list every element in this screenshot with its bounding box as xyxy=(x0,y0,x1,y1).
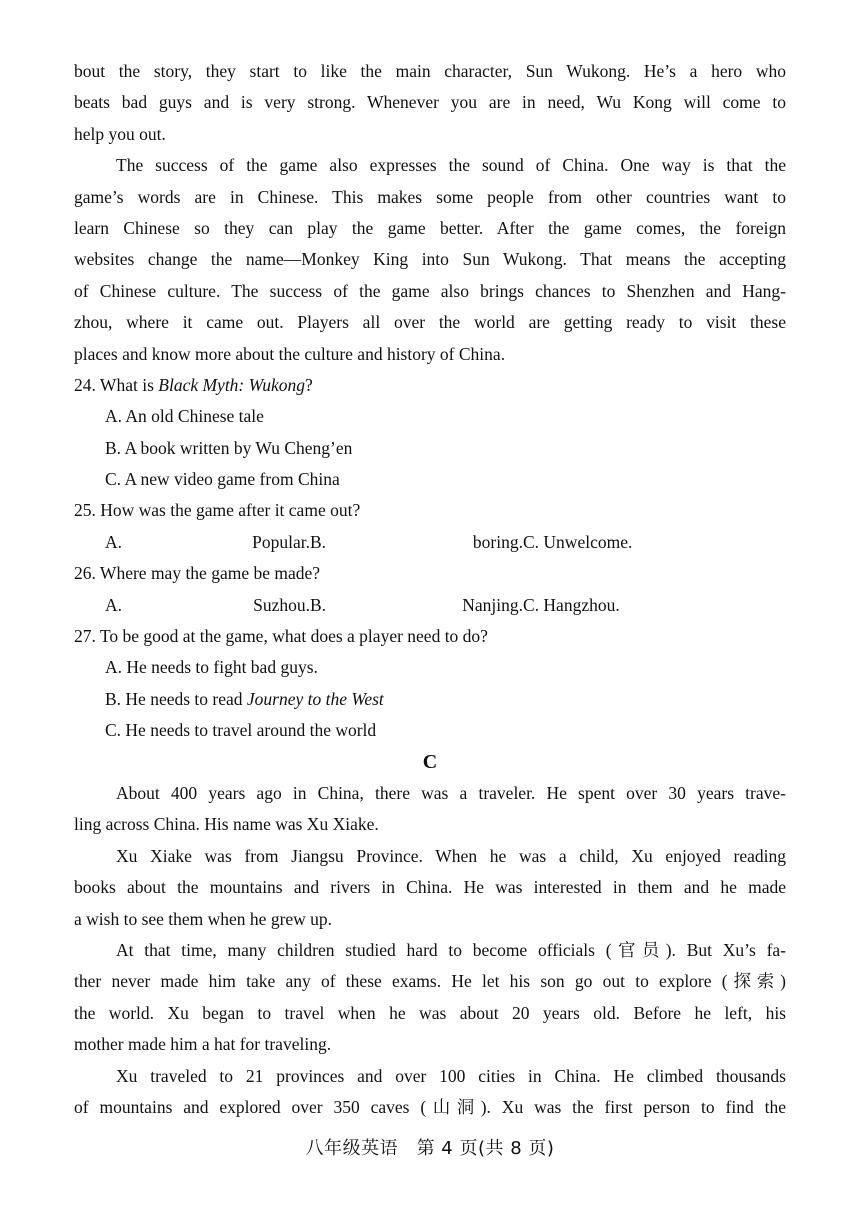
question-26: 26. Where may the game be made? xyxy=(74,563,321,584)
question-mark: ? xyxy=(305,374,313,395)
passage-line: of mountains and explored over 350 caves (山洞). Xu was the first person to find the xyxy=(74,1096,786,1117)
passage-line: The success of the game also expresses the sound of China. One way is that the xyxy=(116,155,786,176)
passage-line: mother made him a hat for traveling. xyxy=(74,1034,332,1055)
passage-line: a wish to see them when he grew up. xyxy=(74,908,333,929)
passage-line: websites change the name—Monkey King into Sun Wukong. That means the accepting xyxy=(74,249,786,270)
section-heading: C xyxy=(422,750,438,773)
passage-line: About 400 years ago in China, there was a traveler. He spent over 30 years trave- xyxy=(116,782,786,803)
passage-line: places and know more about the culture and history of China. xyxy=(74,343,506,364)
option-c: C. Hangzhou. xyxy=(523,594,620,615)
question-stem: 24. What is xyxy=(74,374,159,395)
passage-line: Xu Xiake was from Jiangsu Province. When he was a child, Xu enjoyed reading xyxy=(116,845,786,866)
option-c: C. A new video game from China xyxy=(105,469,340,490)
options-row xyxy=(74,590,786,621)
question-25: 25. How was the game after it came out? xyxy=(74,500,361,521)
option-c: C. Unwelcome. xyxy=(523,531,633,552)
option-a: A. He needs to fight bad guys. xyxy=(105,657,318,678)
passage-line: bout the story, they start to like the main character, Sun Wukong. He’s a hero who xyxy=(74,61,786,81)
book-title-italic: Journey to the West xyxy=(246,688,384,709)
passage-line: beats bad guys and is very strong. Whenever you are in need, Wu Kong will come to xyxy=(74,92,786,113)
passage-line: zhou, where it came out. Players all over the world are getting ready to visit these xyxy=(74,312,786,333)
passage-line: ling across China. His name was Xu Xiake. xyxy=(74,814,379,835)
question-title-italic: Black Myth: Wukong xyxy=(158,374,306,395)
passage-line: help you out. xyxy=(74,123,166,144)
option-b xyxy=(74,684,786,715)
passage-line: game’s words are in Chinese. This makes some people from other countries want to xyxy=(74,186,786,207)
question-27: 27. To be good at the game, what does a player need to do? xyxy=(74,626,488,647)
option-text: B. He needs to read xyxy=(105,688,247,709)
passage-line: At that time, many children studied hard to become officials (官员). But Xu’s fa- xyxy=(116,939,786,960)
question-24 xyxy=(74,370,786,401)
option-b: B. Nanjing. xyxy=(310,594,523,615)
passage-line: learn Chinese so they can play the game better. After the game comes, the foreign xyxy=(74,217,786,238)
option-a: A. An old Chinese tale xyxy=(105,406,264,427)
passage-line: ther never made him take any of these exams. He let his son go out to explore (探索) xyxy=(74,971,786,992)
option-a: A. Suzhou. xyxy=(105,594,310,615)
page-footer: 八年级英语 第 4 页(共 8 页) xyxy=(305,1138,555,1159)
option-b: B. A book written by Wu Cheng’en xyxy=(105,437,353,458)
passage-line: books about the mountains and rivers in China. He was interested in them and he made xyxy=(74,877,786,898)
exam-page xyxy=(74,56,786,1123)
option-b: B. boring. xyxy=(310,531,523,552)
options-row xyxy=(74,527,786,558)
passage-line: Xu traveled to 21 provinces and over 100 cities in China. He climbed thousands xyxy=(116,1065,786,1086)
option-a: A. Popular. xyxy=(105,531,310,552)
passage-line: the world. Xu began to travel when he was about 20 years old. Before he left, his xyxy=(74,1002,786,1023)
option-c: C. He needs to travel around the world xyxy=(105,720,377,741)
passage-line: of Chinese culture. The success of the game also brings chances to Shenzhen and Hang- xyxy=(74,280,786,301)
